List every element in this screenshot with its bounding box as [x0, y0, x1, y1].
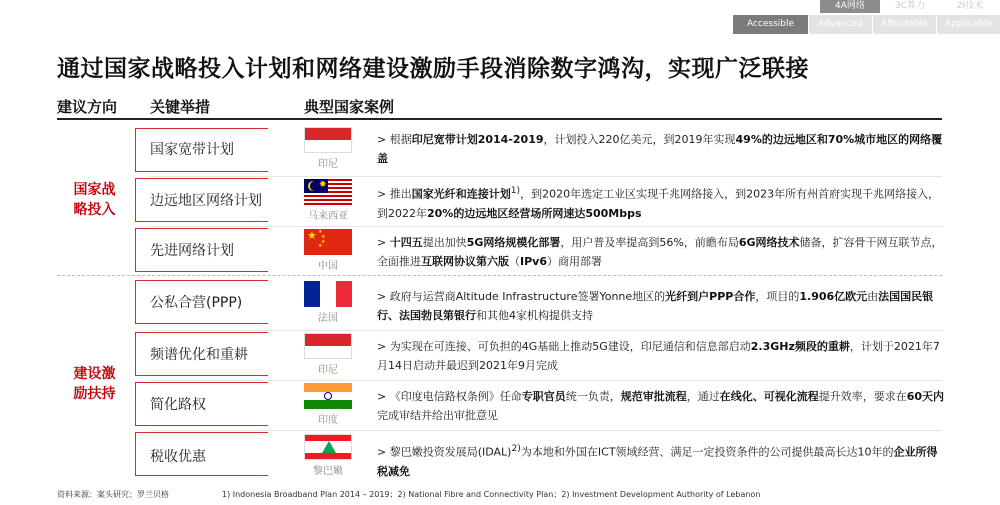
- country-label: 印尼: [318, 365, 338, 376]
- france-flag-icon: [304, 281, 352, 307]
- section-label-line: 建设激: [73, 366, 116, 382]
- case-description: > 根据印尼宽带计划2014-2019，计划投入220亿美元，到2019年实现49%的边远地区和70%城市地区的网络覆盖: [377, 133, 943, 165]
- country-label: 印尼: [318, 159, 338, 170]
- tab-applicable[interactable]: Applicable: [937, 15, 1000, 34]
- header-divider: [57, 118, 942, 120]
- tab-advanced[interactable]: Advanced: [809, 15, 872, 34]
- tab-4a-network[interactable]: 4A网络: [820, 0, 880, 13]
- country-label: 黎巴嫩: [313, 466, 343, 477]
- section-label-incentive: [57, 364, 132, 404]
- india-flag-icon: [304, 383, 352, 409]
- section-label-line: 励扶持: [73, 386, 116, 402]
- tab-accessible[interactable]: Accessible: [733, 15, 808, 34]
- tab-affordable[interactable]: Affordable: [873, 15, 936, 34]
- section-divider: [57, 275, 942, 276]
- footer-source: 资料来源：案头研究；罗兰贝格: [57, 490, 169, 499]
- footer-notes: 1) Indonesia Broadband Plan 2014 – 2019；2) National Fibre and Connectivity Plan；2) Investment Development Authority of Lebanon: [222, 490, 761, 499]
- section-label-strategic: [57, 180, 132, 220]
- malaysia-flag-icon: ✸: [304, 179, 352, 205]
- lebanon-flag-icon: [304, 434, 352, 460]
- section-label-line: 略投入: [73, 202, 116, 218]
- action-label: 边远地区网络计划: [150, 193, 262, 209]
- tab-2i-tech[interactable]: 2I技术: [956, 1, 984, 11]
- action-label: 简化路权: [150, 397, 206, 413]
- indonesia-flag-icon: [304, 127, 352, 153]
- action-label: 税收优惠: [150, 449, 206, 465]
- row-divider: [150, 226, 942, 227]
- country-label: 中国: [318, 261, 338, 272]
- country-label: 印度: [318, 415, 338, 426]
- header-direction: 建议方向: [57, 98, 118, 116]
- tab-3c-compute[interactable]: 3C算力: [894, 1, 925, 11]
- china-flag-icon: ★ ★ ★ ★ ★: [304, 229, 352, 255]
- country-label: 马来西亚: [308, 211, 348, 222]
- country-label: 法国: [318, 313, 338, 324]
- row-divider: [150, 330, 942, 331]
- top-navigation: [732, 0, 1000, 34]
- action-label: 频谱优化和重耕: [150, 347, 248, 363]
- action-label: 国家宽带计划: [150, 142, 234, 158]
- page-title: 通过国家战略投入计划和网络建设激励手段消除数字鸿沟，实现广泛联接: [57, 56, 809, 82]
- case-description: > 黎巴嫩投资发展局(IDAL)$^{2)}$为本地和外国在ICT领域经营、满足一定投资条件的公司提供最高长达10年的企业所得税减免: [377, 443, 938, 478]
- top-tabs: [732, 0, 1000, 13]
- row-divider: [150, 176, 942, 177]
- case-description: > 《印度电信路权条例》任命专职官员统一负责，规范审批流程，通过在线化、可视化流程提升效率，要求在60天内完成审结并给出审批意见: [377, 390, 945, 422]
- sub-tabs: [732, 15, 1000, 34]
- header-measure: 关键举措: [150, 98, 211, 116]
- case-description: > 推出国家光纤和连接计划$^{1)}$，到2020年选定工业区实现千兆网络接入，到2023年所有州首府实现千兆网络接入，到2022年20%的边远地区经营场所网速达500Mbps: [377, 185, 940, 220]
- row-divider: [150, 430, 942, 431]
- indonesia-flag-icon: [304, 333, 352, 359]
- case-description: > 十四五提出加快5G网络规模化部署，用户普及率提高到56%，前瞻布局6G网络技术储备，扩容骨干网互联节点，全面推进互联网协议第六版（IPv6）商用部署: [377, 236, 943, 268]
- action-label: 先进网络计划: [150, 243, 234, 259]
- action-label: 公私合营(PPP): [150, 295, 243, 311]
- header-case: 典型国家案例: [304, 98, 395, 116]
- row-divider: [150, 380, 942, 381]
- case-description: > 政府与运营商Altitude Infrastructure签署Yonne地区的光纤到户PPP合作，项目的1.906亿欧元由法国国民银行、法国勃艮第银行和其他4家机构提供支持: [377, 290, 934, 322]
- section-label-line: 国家战: [73, 182, 116, 198]
- case-description: > 为实现在可连接、可负担的4G基础上推动5G建设，印尼通信和信息部启动2.3GHz频段的重耕，计划于2021年7月14日启动并最迟到2021年9月完成: [377, 340, 940, 372]
